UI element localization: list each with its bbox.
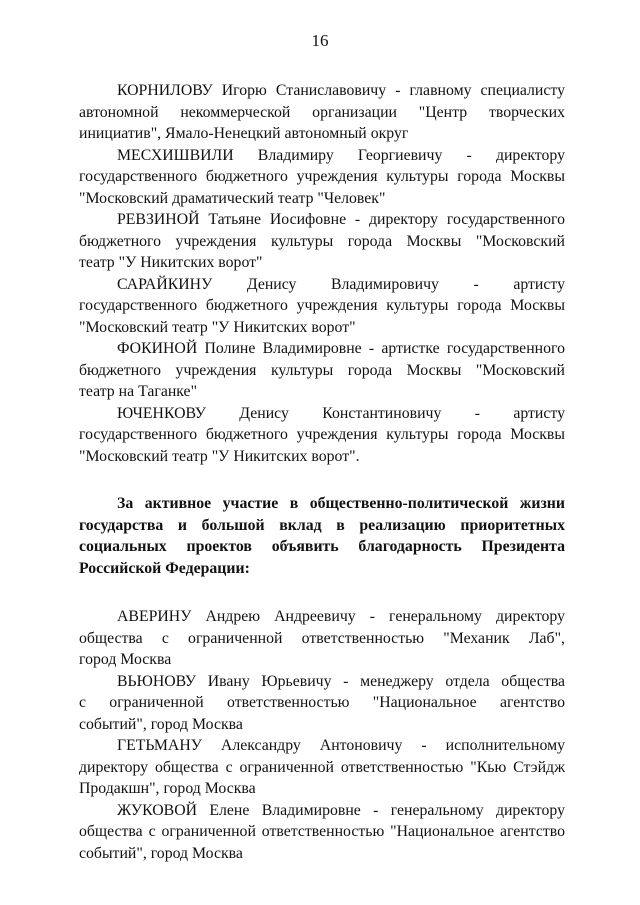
entry-line: с ограниченной ответственностью "Национальное агентство <box>79 694 565 711</box>
entry-line: автономной некоммерческой организации "Центр творческих <box>79 103 565 121</box>
award-entry <box>79 606 565 671</box>
entry-line: город Москва <box>79 651 172 668</box>
entry-line: АВЕРИНУ Андрею Андреевичу - генеральному директору <box>117 608 565 625</box>
entry-line: событий", город Москва <box>79 844 243 862</box>
entry-line: "Московский драматический театр "Человек" <box>79 189 386 207</box>
entry-line: ГЕТЬМАНУ Александру Антоновичу - исполнительному <box>117 737 565 754</box>
entry-line: общества с ограниченной ответственностью "Национальное агентство <box>79 823 565 840</box>
entry-line: инициатив", Ямало-Ненецкий автономный округ <box>79 125 409 142</box>
award-entry <box>79 145 565 210</box>
award-entry <box>79 209 565 274</box>
entry-line: бюджетного учреждения культуры города Москвы "Московский <box>79 232 565 250</box>
entry-line: "Московский театр "У Никитских ворот". <box>79 447 360 465</box>
section-heading <box>79 493 565 579</box>
entry-line: РЕВЗИНОЙ Татьяне Иосифовне - директору государственного <box>117 211 565 228</box>
entry-line: ЮЧЕНКОВУ Денису Константиновичу - артисту <box>117 404 565 422</box>
heading-line: социальных проектов объявить благодарность Президента <box>79 538 565 555</box>
entry-line: "Московский театр "У Никитских ворот" <box>79 318 356 336</box>
entry-line: Продакшн", город Москва <box>79 780 256 797</box>
entry-line: ВЬЮНОВУ Ивану Юрьевичу - менеджеру отдела общества <box>117 672 565 690</box>
award-entry <box>79 80 565 145</box>
entry-line: ЖУКОВОЙ Елене Владимировне - генеральному директору <box>117 801 565 819</box>
award-entry <box>79 800 565 865</box>
entry-line: МЕСХИШВИЛИ Владимиру Георгиевичу - директору <box>117 146 565 164</box>
entry-line: государственного бюджетного учреждения культуры города Москвы <box>79 426 565 443</box>
page-number: 16 <box>311 31 329 50</box>
heading-line: За активное участие в общественно-политической жизни <box>117 495 565 512</box>
entry-line: ФОКИНОЙ Полине Владимировне - артистке государственного <box>117 340 565 357</box>
entry-line: событий", город Москва <box>79 715 243 733</box>
entry-line: театр на Таганке" <box>79 383 198 400</box>
award-entry <box>79 735 565 800</box>
section-spacer <box>79 579 565 606</box>
entry-line: САРАЙКИНУ Денису Владимировичу - артисту <box>117 275 565 293</box>
document-body <box>79 80 565 864</box>
entry-line: общества с ограниченной ответственностью "Механик Лаб", <box>79 629 565 647</box>
entry-line: государственного бюджетного учреждения культуры города Москвы <box>79 168 565 185</box>
award-entry <box>79 403 565 468</box>
award-entry <box>79 274 565 339</box>
award-entry <box>79 338 565 403</box>
heading-line: Российской Федерации: <box>79 559 250 577</box>
award-entry <box>79 671 565 736</box>
entry-line: директору общества с ограниченной ответственностью "Кью Стэйдж <box>79 758 565 776</box>
entry-line: театр "У Никитских ворот" <box>79 254 263 271</box>
entry-line: КОРНИЛОВУ Игорю Станиславовичу - главному специалисту <box>117 82 565 99</box>
section-spacer <box>79 467 565 493</box>
entry-line: государственного бюджетного учреждения культуры города Москвы <box>79 297 565 314</box>
entry-line: бюджетного учреждения культуры города Москвы "Московский <box>79 361 565 379</box>
heading-line: государства и большой вклад в реализацию приоритетных <box>79 516 565 534</box>
